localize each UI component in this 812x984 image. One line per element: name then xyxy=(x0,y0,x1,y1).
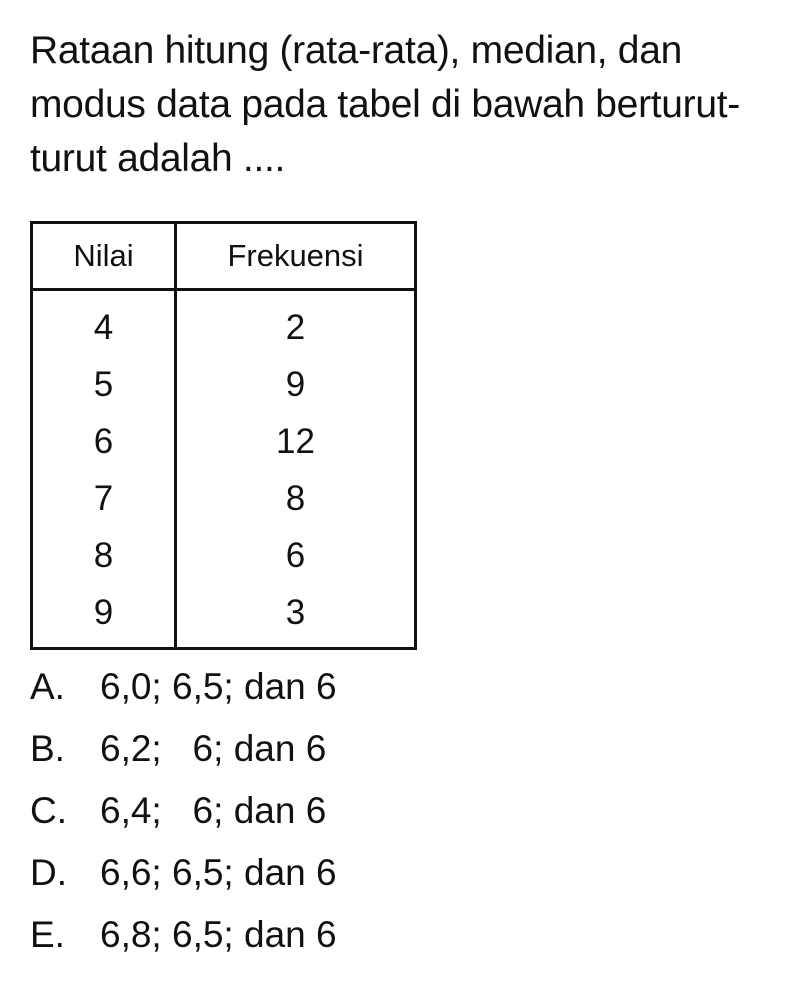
option-text: 6,8; 6,5; dan 6 xyxy=(100,914,337,955)
table-row xyxy=(32,413,416,470)
answer-options xyxy=(30,656,337,966)
table-header-row xyxy=(32,223,416,290)
question-line-2: modus data pada tabel di bawah berturut- xyxy=(30,83,740,126)
cell-nilai: 6 xyxy=(32,413,176,470)
table-row xyxy=(32,527,416,584)
question-line-1: Rataan hitung (rata-rata), median, dan xyxy=(30,29,682,72)
option-letter: A. xyxy=(30,666,65,707)
option-text: 6,2; 6; dan 6 xyxy=(100,728,327,769)
header-nilai: Nilai xyxy=(32,223,176,290)
header-frekuensi: Frekuensi xyxy=(176,223,416,290)
option-a[interactable] xyxy=(30,656,337,718)
option-text: 6,0; 6,5; dan 6 xyxy=(100,666,337,707)
frequency-table xyxy=(30,221,417,650)
option-e[interactable] xyxy=(30,904,337,966)
cell-nilai: 5 xyxy=(32,356,176,413)
option-letter: B. xyxy=(30,728,65,769)
cell-nilai: 8 xyxy=(32,527,176,584)
option-text: 6,6; 6,5; dan 6 xyxy=(100,852,337,893)
question-line-3: turut adalah .... xyxy=(30,137,286,180)
option-letter: E. xyxy=(30,914,65,955)
option-text: 6,4; 6; dan 6 xyxy=(100,790,327,831)
cell-frekuensi: 8 xyxy=(285,478,306,518)
option-b[interactable] xyxy=(30,718,337,780)
cell-frekuensi: 3 xyxy=(285,592,306,632)
option-letter: C. xyxy=(30,790,67,831)
cell-nilai: 7 xyxy=(32,470,176,527)
table-row xyxy=(32,356,416,413)
cell-frekuensi: 6 xyxy=(285,535,306,575)
table-row xyxy=(32,584,416,649)
cell-nilai: 9 xyxy=(32,584,176,649)
cell-frekuensi: 9 xyxy=(285,364,306,404)
cell-frekuensi: 2 xyxy=(285,307,306,347)
option-c[interactable] xyxy=(30,780,337,842)
cell-frekuensi: 12 xyxy=(276,421,315,461)
table-row xyxy=(32,290,416,357)
option-letter: D. xyxy=(30,852,67,893)
cell-nilai: 4 xyxy=(32,290,176,357)
question-text xyxy=(30,24,790,186)
table-row xyxy=(32,470,416,527)
option-d[interactable] xyxy=(30,842,337,904)
